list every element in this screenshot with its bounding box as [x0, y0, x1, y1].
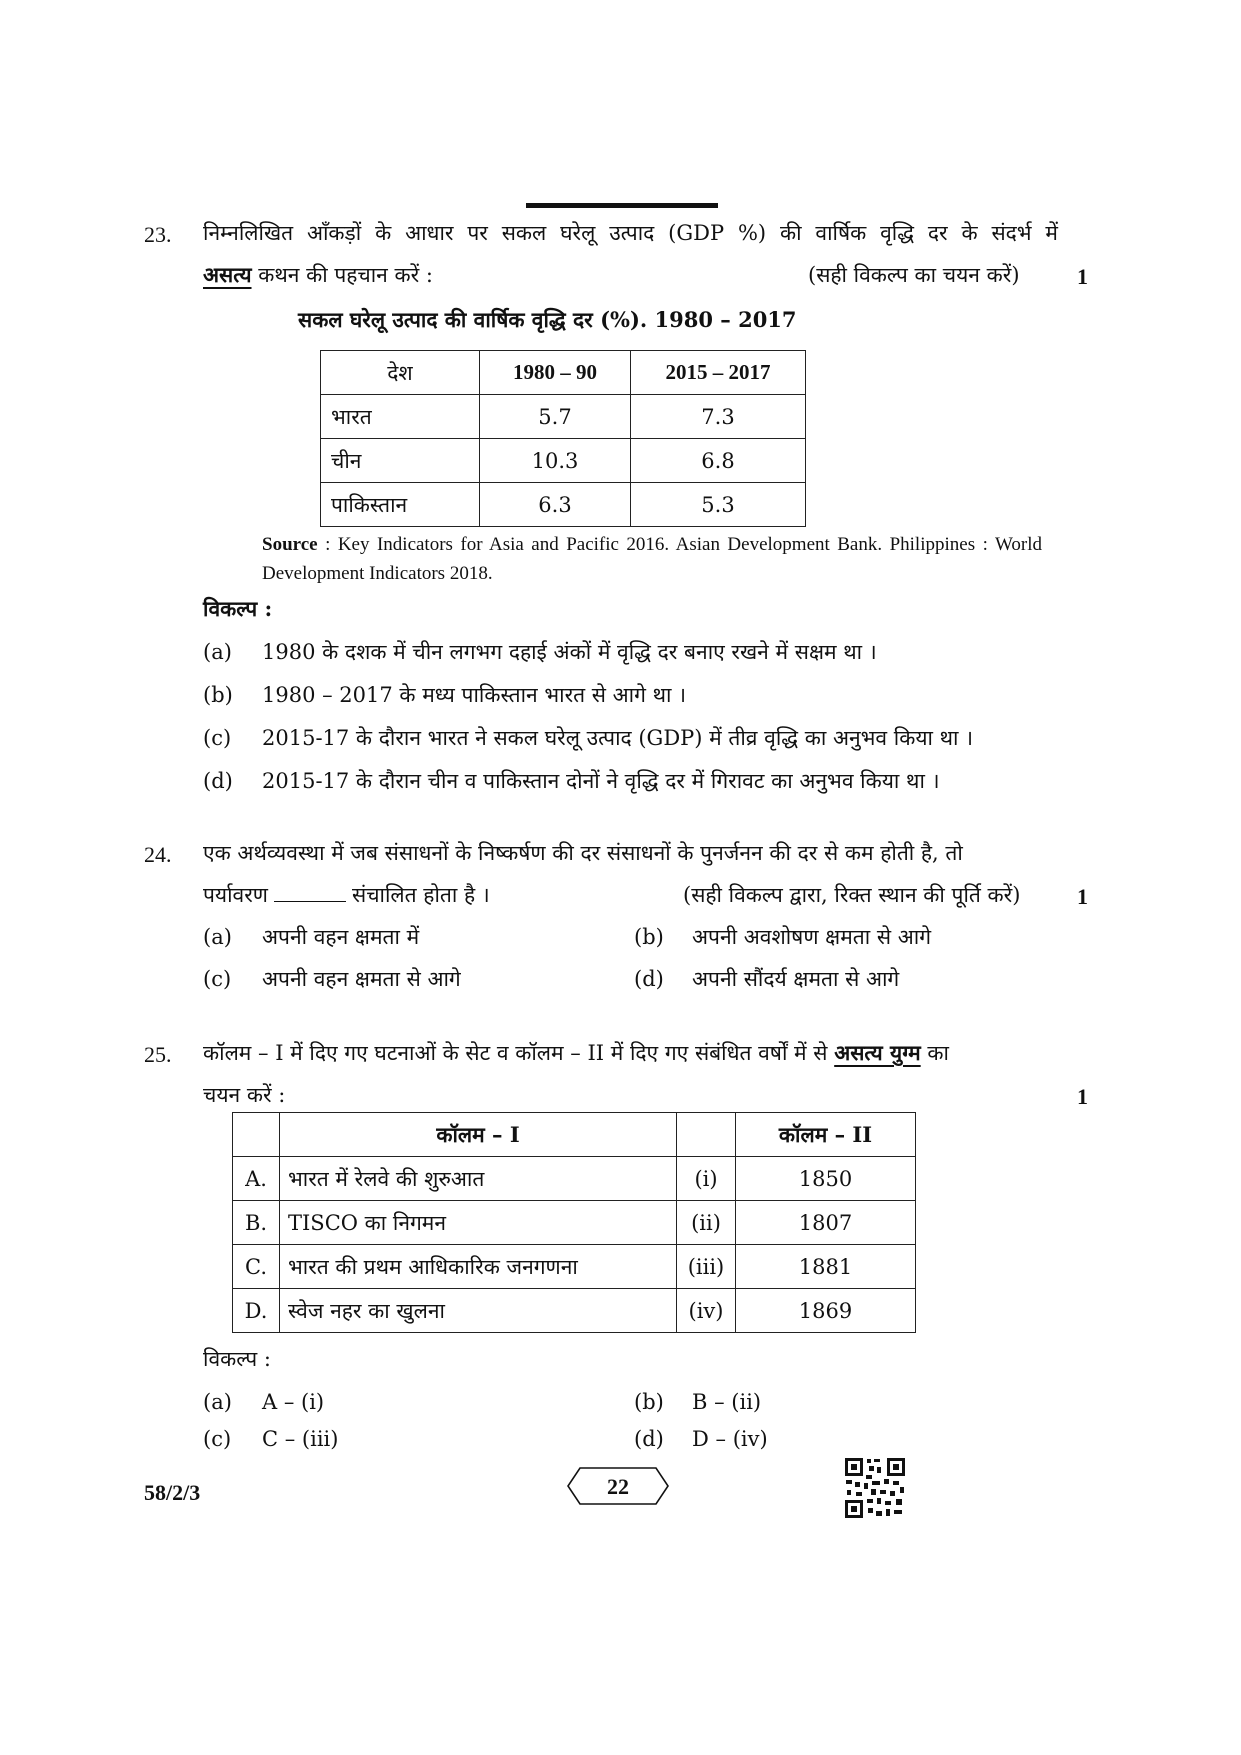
col-header-column-2: कॉलम – II — [736, 1113, 916, 1157]
roman-cell: (iii) — [677, 1245, 736, 1289]
q23-option-a-text: 1980 के दशक में चीन लगभग दहाई अंकों में वृद्धि दर बनाए रखने में सक्षम था । — [262, 640, 877, 664]
country-cell: पाकिस्तान — [321, 483, 480, 527]
q23-instruction: (सही विकल्प का चयन करें) — [808, 263, 1020, 287]
q25-option-b-label: (b) — [634, 1390, 664, 1414]
q23-option-d-text: 2015-17 के दौरान चीन व पाकिस्तान दोनों ने वृद्धि दर में गिरावट का अनुभव किया था । — [262, 769, 940, 793]
value-cell: 6.8 — [631, 439, 806, 483]
event-cell: भारत में रेलवे की शुरुआत — [280, 1157, 677, 1201]
q23-line2 — [203, 260, 433, 290]
q25-line1 — [203, 1038, 1058, 1068]
q24-option-d-label: (d) — [634, 967, 664, 991]
roman-cell: (iv) — [677, 1289, 736, 1333]
q24-line2-a: पर्यावरण — [203, 883, 268, 907]
q23-number: 23. — [144, 222, 172, 247]
page-number-badge — [566, 1466, 670, 1506]
q23-line1: निम्नलिखित आँकड़ों के आधार पर सकल घरेलू उत्पाद (GDP %) की वार्षिक वृद्धि दर के संदर्भ में — [203, 221, 1058, 245]
q23-option-b-label: (b) — [203, 683, 233, 707]
event-cell: भारत की प्रथम आधिकारिक जनगणना — [280, 1245, 677, 1289]
roman-cell: (i) — [677, 1157, 736, 1201]
top-rule — [526, 203, 718, 208]
row-letter: A. — [233, 1157, 280, 1201]
value-cell: 6.3 — [480, 483, 631, 527]
col-header-country: देश — [321, 351, 480, 395]
q25-options-label: विकल्प : — [203, 1347, 271, 1371]
value-cell: 10.3 — [480, 439, 631, 483]
q24-line2 — [203, 880, 490, 910]
event-cell: TISCO का निगमन — [280, 1201, 677, 1245]
q24-option-a-label: (a) — [203, 925, 232, 949]
q23-emphasis: असत्य — [203, 262, 252, 287]
roman-cell: (ii) — [677, 1201, 736, 1245]
q24-line1: एक अर्थव्यवस्था में जब संसाधनों के निष्कर्षण की दर संसाधनों के पुनर्जनन की दर से कम होती है, तो — [203, 841, 963, 865]
q25-line1-a: कॉलम – I में दिए गए घटनाओं के सेट व कॉलम – II में दिए गए संबंधित वर्षों में से — [203, 1041, 828, 1065]
table-row — [321, 395, 806, 439]
source-label: Source — [262, 534, 318, 555]
value-cell: 5.3 — [631, 483, 806, 527]
q23-marks: 1 — [1077, 264, 1088, 289]
q23-option-d-label: (d) — [203, 769, 233, 793]
table-row — [321, 439, 806, 483]
q23-options-label: विकल्प : — [203, 596, 273, 621]
value-cell: 7.3 — [631, 395, 806, 439]
paper-code: 58/2/3 — [144, 1480, 201, 1505]
q25-emphasis: असत्य युग्म — [834, 1040, 921, 1065]
col-header-column-1: कॉलम – I — [280, 1113, 677, 1157]
header-letter-cell — [233, 1113, 280, 1157]
year-cell: 1869 — [736, 1289, 916, 1333]
table-header-row — [233, 1113, 916, 1157]
country-cell: भारत — [321, 395, 480, 439]
fill-in-blank — [274, 881, 346, 902]
value-cell: 5.7 — [480, 395, 631, 439]
q23-line2-text: कथन की पहचान करें : — [258, 263, 433, 287]
q24-instruction: (सही विकल्प द्वारा, रिक्त स्थान की पूर्ति करें) — [683, 883, 1021, 907]
q23-option-c-text: 2015-17 के दौरान भारत ने सकल घरेलू उत्पाद (GDP) में तीव्र वृद्धि का अनुभव किया था । — [262, 726, 974, 750]
q25-option-c-label: (c) — [203, 1427, 232, 1451]
q25-line1-b: का — [927, 1041, 949, 1065]
q24-option-d-text: अपनी सौंदर्य क्षमता से आगे — [692, 967, 900, 991]
country-cell: चीन — [321, 439, 480, 483]
table-row — [233, 1201, 916, 1245]
table-row — [233, 1289, 916, 1333]
q24-option-a-text: अपनी वहन क्षमता में — [262, 925, 420, 949]
row-letter: D. — [233, 1289, 280, 1333]
table-row — [321, 483, 806, 527]
q25-line2: चयन करें : — [203, 1083, 286, 1107]
year-cell: 1850 — [736, 1157, 916, 1201]
q24-line2-b: संचालित होता है । — [352, 883, 490, 907]
q25-match-table — [232, 1112, 916, 1333]
q25-number: 25. — [144, 1042, 172, 1067]
q23-gdp-table — [320, 350, 806, 527]
q23-option-c-label: (c) — [203, 726, 232, 750]
q23-option-a-label: (a) — [203, 640, 232, 664]
table-header-row — [321, 351, 806, 395]
col-header-1980-90: 1980 – 90 — [480, 351, 631, 395]
col-header-2015-2017: 2015 – 2017 — [631, 351, 806, 395]
source-text: : Key Indicators for Asia and Pacific 2016. Asian Development Bank. Philippines : World Development Indicators 2018. — [262, 534, 1042, 584]
q24-option-b-text: अपनी अवशोषण क्षमता से आगे — [692, 925, 932, 949]
q25-option-a-label: (a) — [203, 1390, 232, 1414]
q24-option-c-text: अपनी वहन क्षमता से आगे — [262, 967, 461, 991]
q25-option-a-text: A – (i) — [262, 1390, 325, 1414]
q24-marks: 1 — [1077, 884, 1088, 909]
header-roman-cell — [677, 1113, 736, 1157]
qr-code-icon — [844, 1457, 906, 1519]
q24-number: 24. — [144, 842, 172, 867]
q25-marks: 1 — [1077, 1084, 1088, 1109]
year-cell: 1881 — [736, 1245, 916, 1289]
q25-option-b-text: B – (ii) — [692, 1390, 762, 1414]
event-cell: स्वेज नहर का खुलना — [280, 1289, 677, 1333]
table-row — [233, 1157, 916, 1201]
q25-option-d-label: (d) — [634, 1427, 664, 1451]
q24-option-c-label: (c) — [203, 967, 232, 991]
row-letter: C. — [233, 1245, 280, 1289]
q23-table-title: सकल घरेलू उत्पाद की वार्षिक वृद्धि दर (%). 1980 – 2017 — [298, 307, 797, 332]
page-number: 22 — [607, 1474, 629, 1499]
q25-option-c-text: C – (iii) — [262, 1427, 339, 1451]
table-row — [233, 1245, 916, 1289]
q24-option-b-label: (b) — [634, 925, 664, 949]
q23-option-b-text: 1980 – 2017 के मध्य पाकिस्तान भारत से आगे था । — [262, 683, 687, 707]
q23-source — [262, 530, 1042, 588]
q25-option-d-text: D – (iv) — [692, 1427, 768, 1451]
year-cell: 1807 — [736, 1201, 916, 1245]
row-letter: B. — [233, 1201, 280, 1245]
